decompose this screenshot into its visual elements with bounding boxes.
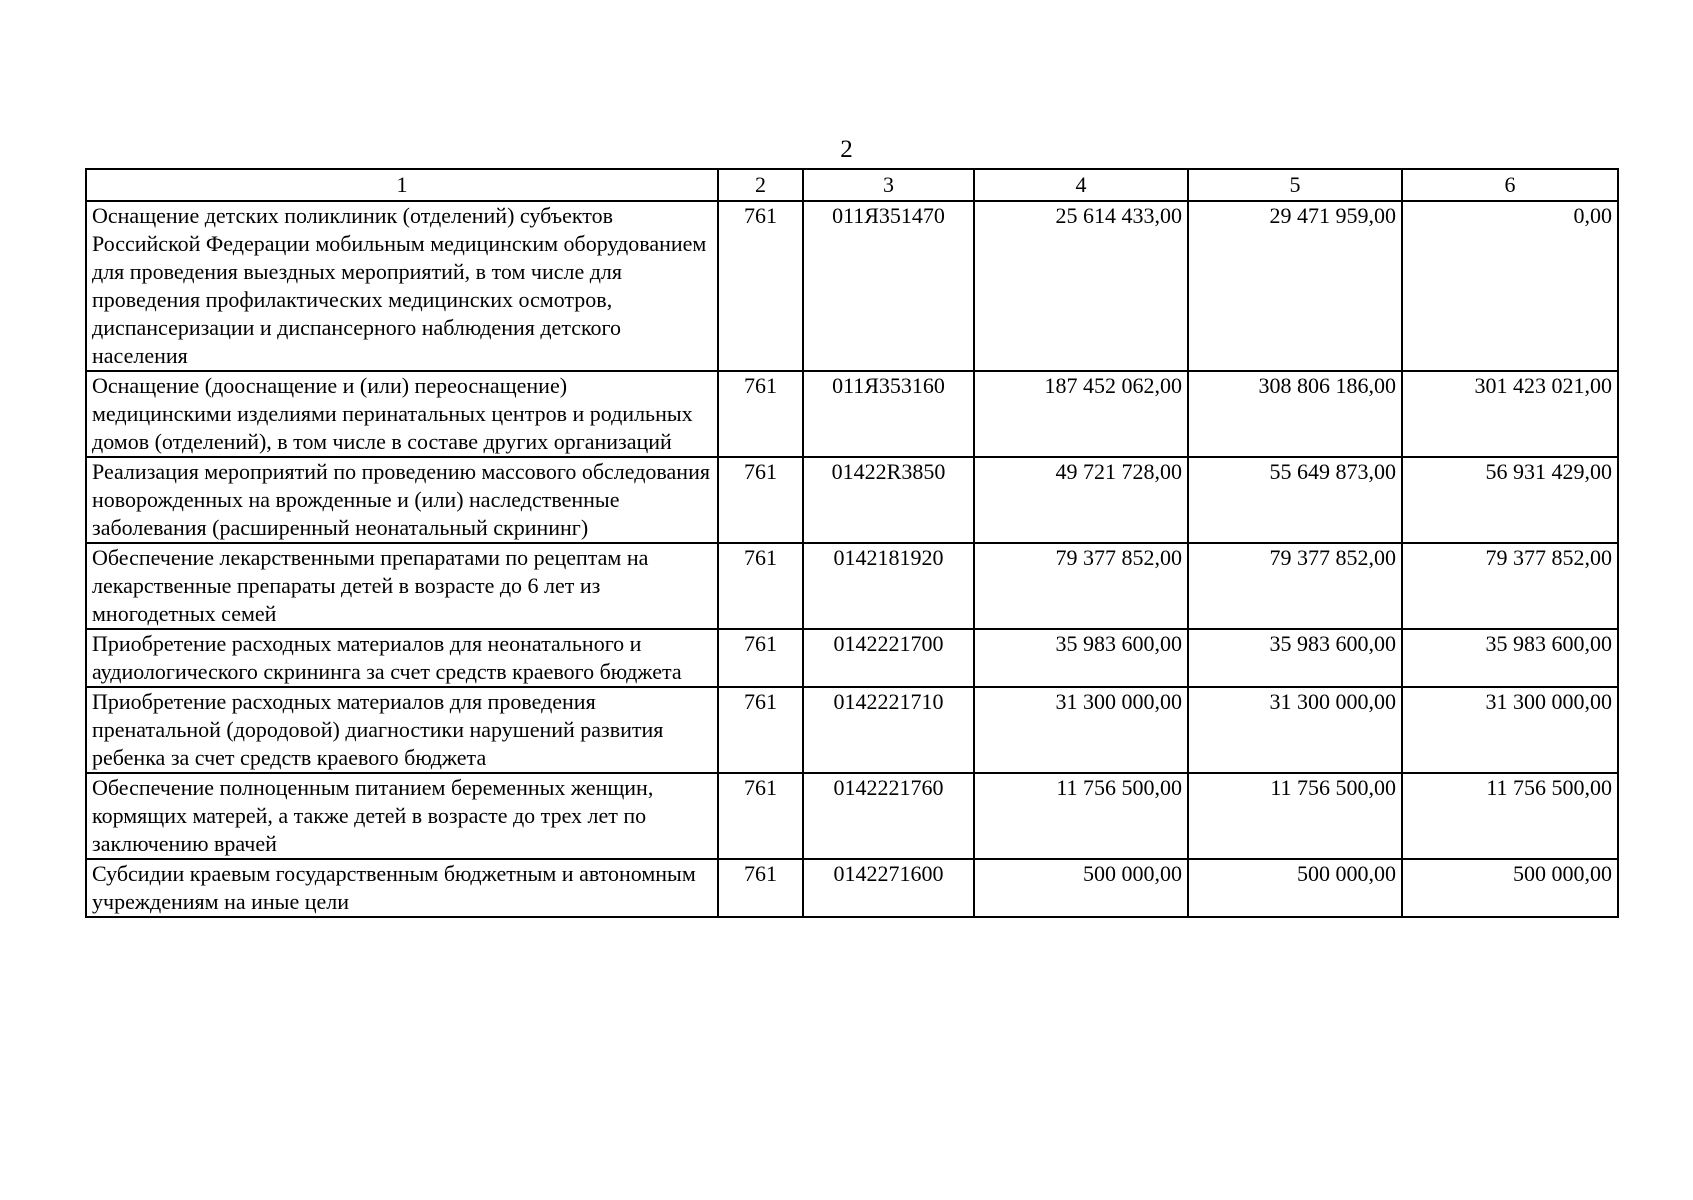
header-col-1: 1 [86,169,718,201]
row-value-2: 500 000,00 [1188,859,1402,917]
row-value-2: 308 806 186,00 [1188,371,1402,457]
row-article: 011Я351470 [803,201,974,371]
header-col-4: 4 [974,169,1188,201]
row-value-2: 11 756 500,00 [1188,773,1402,859]
header-col-3: 3 [803,169,974,201]
table-row [86,773,1618,859]
row-code: 761 [718,371,803,457]
row-value-1: 79 377 852,00 [974,543,1188,629]
table-row [86,859,1618,917]
row-name: Обеспечение полноценным питанием беременных женщин, кормящих матерей, а также детей в возрасте до трех лет по заключению врачей [86,773,718,859]
row-name: Реализация мероприятий по проведению массового обследования новорожденных на врожденные и (или) наследственные заболевания (расширенный неонатальный скрининг) [86,457,718,543]
budget-table [85,168,1619,918]
table-row [86,687,1618,773]
row-value-3: 0,00 [1402,201,1618,371]
row-value-3: 79 377 852,00 [1402,543,1618,629]
row-article: 011Я353160 [803,371,974,457]
row-name: Приобретение расходных материалов для проведения пренатальной (дородовой) диагностики нарушений развития ребенка за счет средств краевого бюджета [86,687,718,773]
table-row [86,629,1618,687]
table-row [86,371,1618,457]
row-code: 761 [718,859,803,917]
row-value-2: 35 983 600,00 [1188,629,1402,687]
header-col-2: 2 [718,169,803,201]
row-code: 761 [718,773,803,859]
table-row [86,543,1618,629]
header-row [86,169,1618,201]
table-row [86,457,1618,543]
row-value-1: 25 614 433,00 [974,201,1188,371]
row-name: Обеспечение лекарственными препаратами по рецептам на лекарственные препараты детей в возрасте до 6 лет из многодетных семей [86,543,718,629]
row-article: 0142181920 [803,543,974,629]
row-value-1: 11 756 500,00 [974,773,1188,859]
row-code: 761 [718,629,803,687]
row-code: 761 [718,201,803,371]
row-article: 0142221760 [803,773,974,859]
header-col-5: 5 [1188,169,1402,201]
row-article: 01422R3850 [803,457,974,543]
row-article: 0142221710 [803,687,974,773]
row-code: 761 [718,687,803,773]
row-value-1: 49 721 728,00 [974,457,1188,543]
row-article: 0142271600 [803,859,974,917]
row-value-2: 79 377 852,00 [1188,543,1402,629]
row-value-3: 35 983 600,00 [1402,629,1618,687]
row-code: 761 [718,543,803,629]
row-value-1: 187 452 062,00 [974,371,1188,457]
row-value-2: 31 300 000,00 [1188,687,1402,773]
row-name: Субсидии краевым государственным бюджетным и автономным учреждениям на иные цели [86,859,718,917]
page-number: 2 [840,136,853,163]
row-value-3: 56 931 429,00 [1402,457,1618,543]
row-name: Оснащение (дооснащение и (или) переоснащение) медицинскими изделиями перинатальных центров и родильных домов (отделений), в том числе в составе других организаций [86,371,718,457]
row-value-1: 31 300 000,00 [974,687,1188,773]
table-row [86,201,1618,371]
row-article: 0142221700 [803,629,974,687]
row-value-3: 500 000,00 [1402,859,1618,917]
row-name: Приобретение расходных материалов для неонатального и аудиологического скрининга за счет средств краевого бюджета [86,629,718,687]
row-value-2: 29 471 959,00 [1188,201,1402,371]
row-value-3: 11 756 500,00 [1402,773,1618,859]
row-code: 761 [718,457,803,543]
header-col-6: 6 [1402,169,1618,201]
row-value-1: 35 983 600,00 [974,629,1188,687]
row-value-2: 55 649 873,00 [1188,457,1402,543]
row-value-1: 500 000,00 [974,859,1188,917]
row-value-3: 301 423 021,00 [1402,371,1618,457]
row-value-3: 31 300 000,00 [1402,687,1618,773]
row-name: Оснащение детских поликлиник (отделений) субъектов Российской Федерации мобильным медицинским оборудованием для проведения выездных мероприятий, в том числе для проведения профилактических медицинских осмотров, диспансеризации и диспансерного наблюдения детского населения [86,201,718,371]
